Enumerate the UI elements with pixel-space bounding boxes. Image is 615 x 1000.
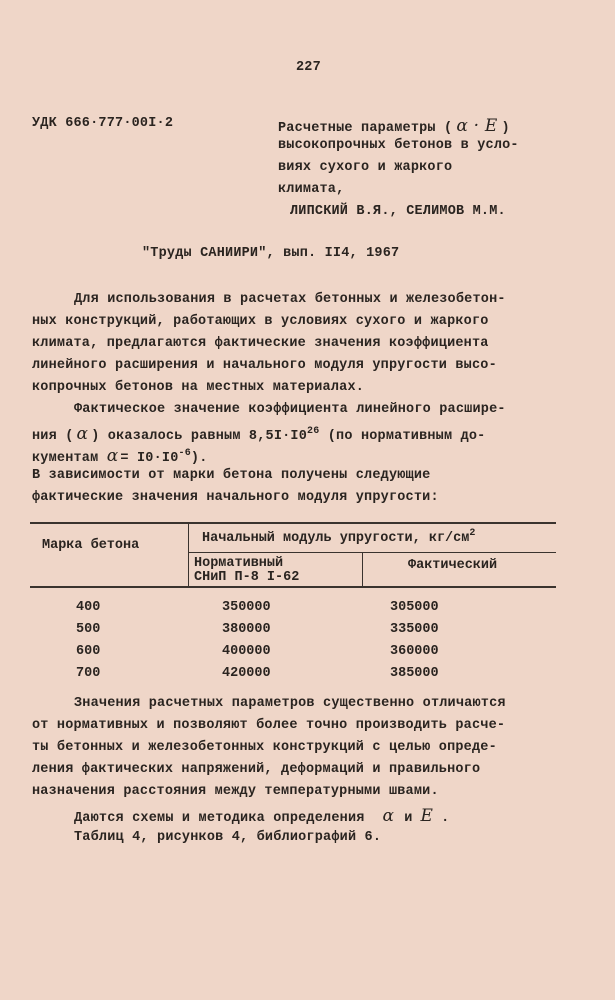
p1-line: климата, предлагаются фактические значения коэффициента (32, 336, 489, 351)
alpha-symbol: α (382, 806, 395, 826)
title-line-4: климата, (278, 182, 345, 197)
p4-line: назначения расстояния между температурными швами. (32, 784, 439, 799)
table-row-normative: 420000 (222, 666, 271, 681)
subheader-divider (362, 552, 363, 586)
table-row-actual: 385000 (390, 666, 439, 681)
alpha-symbol: α (106, 446, 119, 466)
authors: ЛИПСКИЙ В.Я., СЕЛИМОВ М.М. (290, 204, 506, 219)
source-citation: "Труды САНИИРИ", вып. II4, 1967 (142, 246, 400, 261)
title-line-1-text: Расчетные параметры ( (278, 121, 453, 136)
p2-line-3 (32, 446, 208, 466)
p4-line: ты бетонных и железобетонных конструкций с целью опреде- (32, 740, 497, 755)
p2-line-1: Фактическое значение коэффициента линейного расшире- (74, 402, 506, 417)
title-close: ) (501, 121, 510, 136)
paragraph-5 (74, 806, 449, 826)
p2-text: ) оказалось равным 8,5I·I0 (91, 429, 308, 444)
p4-line: от нормативных и позволяют более точно производить расче- (32, 718, 506, 733)
footer-summary: Таблиц 4, рисунков 4, библиографий 6. (74, 830, 382, 845)
col-header-grade: Марка бетона (42, 538, 140, 553)
title-symbol: α · Ε (456, 116, 498, 136)
p5-text: Даются схемы и методика определения (74, 811, 365, 826)
e-symbol: Ε (420, 806, 434, 826)
p3-line: В зависимости от марки бетона получены следующие (32, 468, 431, 483)
p4-line: Значения расчетных параметров существенно отличаются (74, 696, 506, 711)
p2-text: (по нормативным до- (319, 429, 486, 444)
subheader-rule (188, 552, 556, 553)
title-line-2: высокопрочных бетонов в усло- (278, 138, 519, 153)
table-row-grade: 400 (76, 600, 101, 615)
table-row-grade: 600 (76, 644, 101, 659)
table-row-normative: 380000 (222, 622, 271, 637)
subheader-normative-ref: СНиП П-8 I-62 (194, 570, 300, 585)
alpha-symbol: α (76, 424, 89, 444)
page-number: 227 (296, 60, 321, 75)
subheader-actual: Фактический (408, 558, 498, 573)
p2-text: кументам (32, 451, 107, 466)
table-top-rule (30, 522, 556, 524)
p1-line: Для использования в расчетах бетонных и железобетон- (74, 292, 506, 307)
title-line-3: виях сухого и жаркого (278, 160, 453, 175)
p2-line-2 (32, 424, 485, 444)
p2-text: ния ( (32, 429, 74, 444)
subheader-normative: Нормативный (194, 556, 284, 571)
table-row-actual: 360000 (390, 644, 439, 659)
p1-line: линейного расширения и начального модуля упругости высо- (32, 358, 497, 373)
exponent: 26 (307, 426, 320, 437)
p2-text: ). (190, 451, 208, 466)
exponent: 2 (469, 528, 476, 539)
p4-line: ления фактических напряжений, деформаций и правильного (32, 762, 481, 777)
table-row-grade: 700 (76, 666, 101, 681)
table-col-divider (188, 524, 189, 586)
col-header-modulus-text: Начальный модуль упругости, кг/см (202, 531, 470, 546)
p3-line: фактические значения начального модуля упругости: (32, 490, 439, 505)
p1-line: копрочных бетонов на местных материалах. (32, 380, 365, 395)
table-header-bottom-rule (30, 586, 556, 588)
table-row-normative: 400000 (222, 644, 271, 659)
p5-and: и (404, 811, 413, 826)
table-row-actual: 335000 (390, 622, 439, 637)
table-row-normative: 350000 (222, 600, 271, 615)
p5-end: . (441, 811, 450, 826)
p2-text: = I0·I0 (120, 451, 179, 466)
col-header-modulus (202, 528, 475, 546)
udk-code: УДК 666·777·00I·2 (32, 116, 174, 131)
title-line-1 (278, 116, 510, 136)
table-row-actual: 305000 (390, 600, 439, 615)
table-row-grade: 500 (76, 622, 101, 637)
p1-line: ных конструкций, работающих в условиях сухого и жаркого (32, 314, 489, 329)
exponent: -6 (178, 448, 191, 459)
